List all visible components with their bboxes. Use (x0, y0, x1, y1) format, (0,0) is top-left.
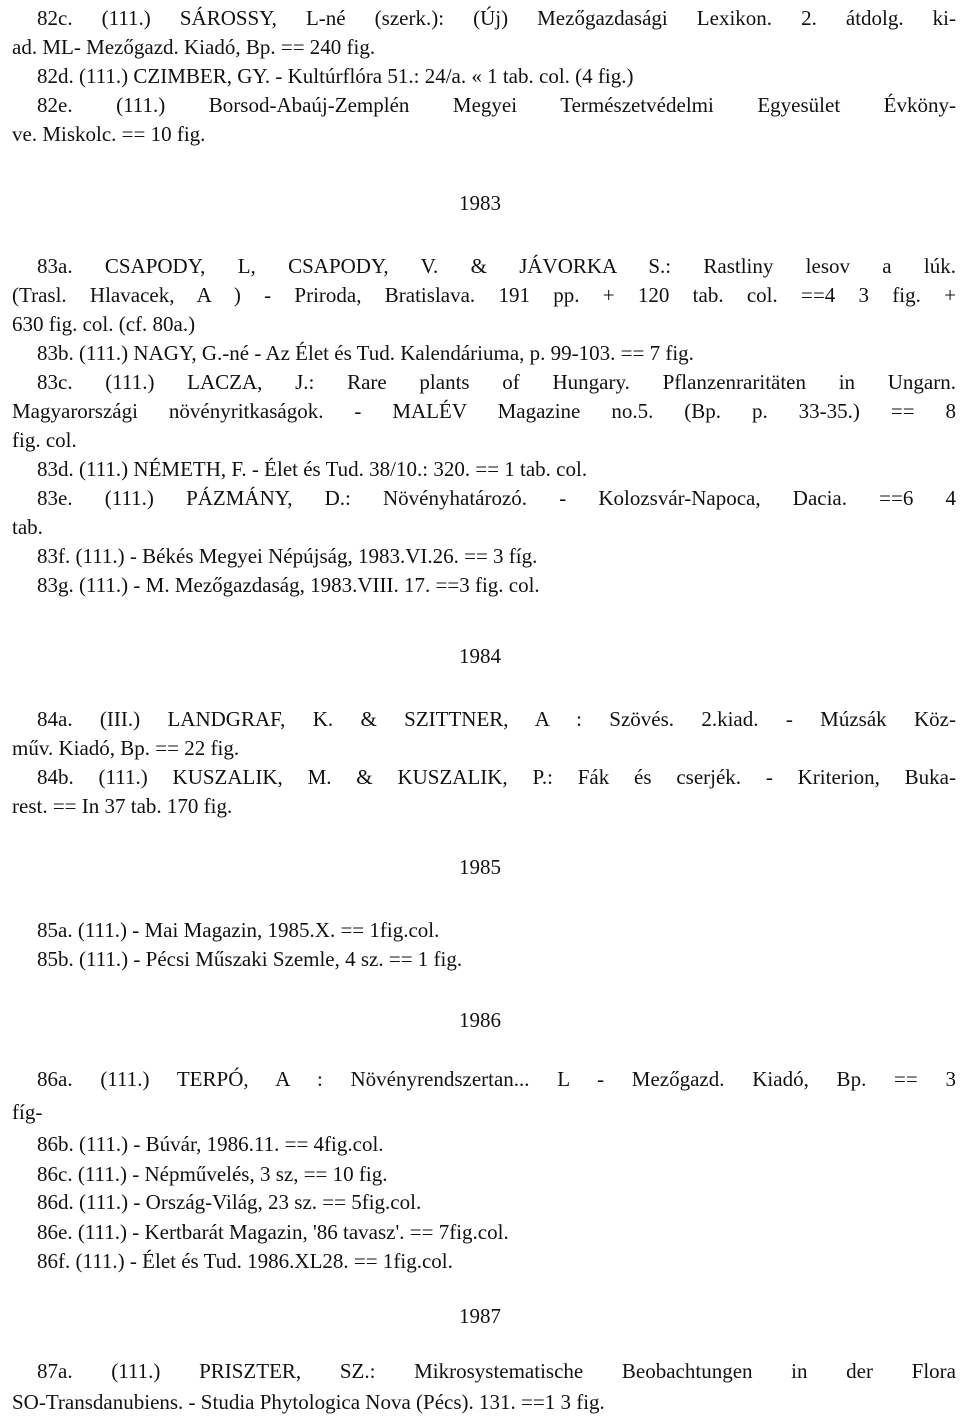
entry-87a-line-2: SO-Transdanubiens. - Studia Phytologica Nova (Pécs). 131. ==1 3 fig. (12, 1390, 605, 1414)
entry-85a: 85a. (111.) - Mai Magazin, 1985.X. == 1fig.col. (37, 918, 440, 942)
entry-82d: 82d. (111.) CZIMBER, GY. - Kultúrflóra 51.: 24/a. « 1 tab. col. (4 fig.) (37, 64, 634, 88)
entry-83c-line-3: fig. col. (12, 428, 77, 452)
entry-83e-line-2: tab. (12, 515, 43, 539)
entry-84a-line-1: 84a. (III.) LANDGRAF, K. & SZITTNER, A : Szövés. 2.kiad. - Múzsák Köz- (37, 707, 956, 731)
entry-87a-line-1: 87a. (111.) PRISZTER, SZ.: Mikrosystematische Beobachtungen in der Flora (37, 1359, 956, 1383)
entry-83e-line-1: 83e. (111.) PÁZMÁNY, D.: Növényhatározó. - Kolozsvár-Napoca, Dacia. ==6 4 (37, 486, 956, 510)
entry-86d: 86d. (111.) - Ország-Világ, 23 sz. == 5fig.col. (37, 1190, 422, 1214)
entry-86a-line-1: 86a. (111.) TERPÓ, A : Növényrendszertan... L - Mezőgazd. Kiadó, Bp. == 3 (37, 1067, 956, 1091)
entry-84a-line-2: műv. Kiadó, Bp. == 22 fig. (12, 736, 240, 760)
entry-86f: 86f. (111.) - Élet és Tud. 1986.XL28. == 1fig.col. (37, 1249, 453, 1273)
entry-83c-line-1: 83c. (111.) LACZA, J.: Rare plants of Hungary. Pflanzenraritäten in Ungarn. (37, 370, 956, 394)
year-heading-1986: 1986 (459, 1008, 501, 1032)
entry-84b-line-2: rest. == In 37 tab. 170 fig. (12, 794, 233, 818)
entry-82e-line-1: 82e. (111.) Borsod-Abaúj-Zemplén Megyei Természetvédelmi Egyesület Évköny- (37, 93, 956, 117)
entry-86e: 86e. (111.) - Kertbarát Magazin, '86 tavasz'. == 7fig.col. (37, 1220, 509, 1244)
entry-83a-line-3: 630 fig. col. (cf. 80a.) (12, 312, 196, 336)
entry-83a-line-1: 83a. CSAPODY, L, CSAPODY, V. & JÁVORKA S.: Rastliny lesov a lúk. (37, 254, 956, 278)
entry-83c-line-2: Magyarországi növényritkaságok. - MALÉV Magazine no.5. (Bp. p. 33-35.) == 8 (12, 399, 956, 423)
year-heading-1983: 1983 (459, 191, 501, 215)
entry-83b: 83b. (111.) NAGY, G.-né - Az Élet és Tud. Kalendáriuma, p. 99-103. == 7 fig. (37, 341, 694, 365)
entry-83g: 83g. (111.) - M. Mezőgazdaság, 1983.VIII. 17. ==3 fig. col. (37, 573, 540, 597)
year-heading-1985: 1985 (459, 855, 501, 879)
entry-82c-line-2: ad. ML- Mezőgazd. Kiadó, Bp. == 240 fig. (12, 35, 376, 59)
entry-86c: 86c. (111.) - Népművelés, 3 sz, == 10 fig. (37, 1162, 388, 1186)
entry-83f: 83f. (111.) - Békés Megyei Népújság, 1983.VI.26. == 3 fíg. (37, 544, 538, 568)
entry-86a-line-2: fíg- (12, 1100, 43, 1124)
entry-82c-line-1: 82c. (111.) SÁROSSY, L-né (szerk.): (Új) Mezőgazdasági Lexikon. 2. átdolg. ki- (37, 6, 956, 30)
entry-85b: 85b. (111.) - Pécsi Műszaki Szemle, 4 sz. == 1 fig. (37, 947, 463, 971)
year-heading-1987: 1987 (459, 1304, 501, 1328)
entry-83a-line-2: (Trasl. Hlavacek, A ) - Priroda, Bratislava. 191 pp. + 120 tab. col. ==4 3 fig. + (12, 283, 956, 307)
entry-83d: 83d. (111.) NÉMETH, F. - Élet és Tud. 38/10.: 320. == 1 tab. col. (37, 457, 588, 481)
entry-82e-line-2: ve. Miskolc. == 10 fig. (12, 122, 206, 146)
entry-84b-line-1: 84b. (111.) KUSZALIK, M. & KUSZALIK, P.: Fák és cserjék. - Kriterion, Buka- (37, 765, 956, 789)
entry-86b: 86b. (111.) - Búvár, 1986.11. == 4fig.col. (37, 1132, 384, 1156)
year-heading-1984: 1984 (459, 644, 501, 668)
